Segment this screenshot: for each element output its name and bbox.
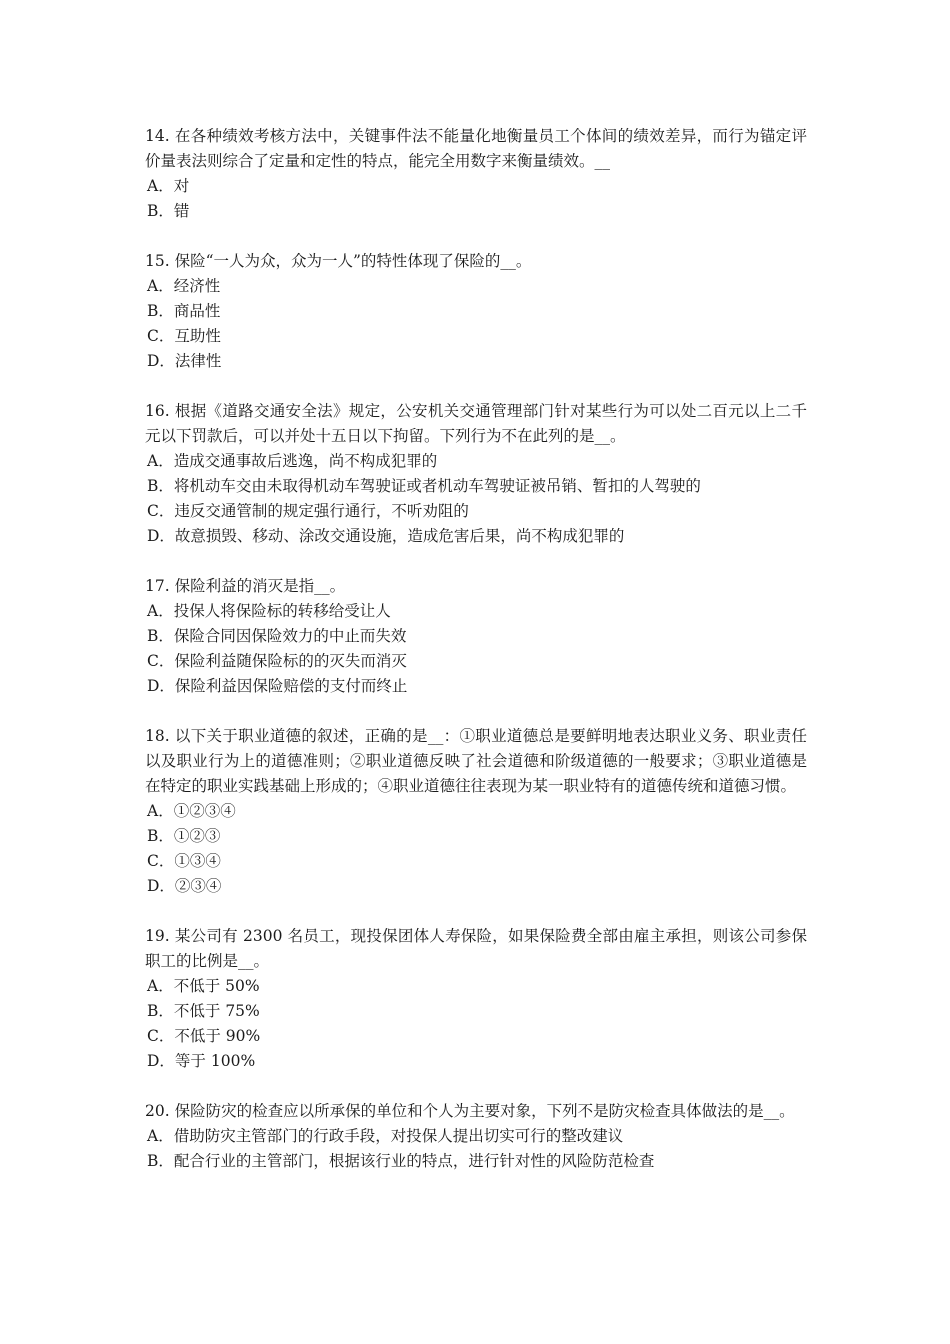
- option-b: B．保险合同因保险效力的中止而失效: [147, 627, 407, 645]
- option-c: C．违反交通管制的规定强行通行，不听劝阻的: [147, 502, 469, 520]
- option-b: B．商品性: [147, 302, 221, 320]
- option-a: A．投保人将保险标的转移给受让人: [147, 602, 391, 620]
- question-stem: 19. 某公司有 2300 名员工，现投保团体人寿保险，如果保险费全部由雇主承担，则该公司参保职工的比例是__。: [145, 927, 807, 970]
- option-a: A．造成交通事故后逃逸，尚不构成犯罪的: [147, 452, 438, 470]
- option-d: D．保险利益因保险赔偿的支付而终止: [147, 677, 408, 695]
- option-c: C．互助性: [147, 327, 221, 345]
- option-a: A．借助防灾主管部门的行政手段，对投保人提出切实可行的整改建议: [147, 1127, 624, 1145]
- question-19: [145, 924, 807, 1074]
- option-a: A．①②③④: [147, 802, 236, 820]
- question-stem: 18. 以下关于职业道德的叙述，正确的是__：①职业道德总是要鲜明地表达职业义务、职业责任以及职业行为上的道德准则；②职业道德反映了社会道德和阶级道德的一般要求；③职业道德是在特定的职业实践基础上形成的；④职业道德往往表现为某一职业特有的道德传统和道德习惯。: [145, 727, 807, 795]
- document-page: [145, 124, 807, 1199]
- option-c: C．保险利益随保险标的的灭失而消灭: [147, 652, 407, 670]
- option-b: B．不低于 75%: [147, 1002, 260, 1020]
- option-c: C．①③④: [147, 852, 221, 870]
- option-d: D．等于 100%: [147, 1052, 256, 1070]
- question-18: [145, 724, 807, 899]
- option-d: D．②③④: [147, 877, 222, 895]
- question-stem: 16. 根据《道路交通安全法》规定，公安机关交通管理部门针对某些行为可以处二百元以上二千元以下罚款后，可以并处十五日以下拘留。下列行为不在此列的是__。: [145, 402, 807, 445]
- question-17: [145, 574, 807, 699]
- question-16: [145, 399, 807, 549]
- option-a: A．对: [147, 177, 190, 195]
- question-stem: 20. 保险防灾的检查应以所承保的单位和个人为主要对象，下列不是防灾检查具体做法的是__。: [145, 1102, 795, 1120]
- option-d: D．故意损毁、移动、涂改交通设施，造成危害后果，尚不构成犯罪的: [147, 527, 625, 545]
- question-14: [145, 124, 807, 224]
- option-a: A．经济性: [147, 277, 221, 295]
- question-stem: 14. 在各种绩效考核方法中，关键事件法不能量化地衡量员工个体间的绩效差异，而行为锚定评价量表法则综合了定量和定性的特点，能完全用数字来衡量绩效。__: [145, 127, 807, 170]
- option-b: B．将机动车交由未取得机动车驾驶证或者机动车驾驶证被吊销、暂扣的人驾驶的: [147, 477, 701, 495]
- option-a: A．不低于 50%: [147, 977, 260, 995]
- question-15: [145, 249, 807, 374]
- option-c: C．不低于 90%: [147, 1027, 261, 1045]
- option-b: B．①②③: [147, 827, 221, 845]
- question-20: [145, 1099, 807, 1174]
- option-b: B．错: [147, 202, 190, 220]
- question-stem: 17. 保险利益的消灭是指__。: [145, 577, 346, 595]
- question-stem: 15. 保险“一人为众，众为一人”的特性体现了保险的__。: [145, 252, 532, 270]
- option-b: B．配合行业的主管部门，根据该行业的特点，进行针对性的风险防范检查: [147, 1152, 655, 1170]
- option-d: D．法律性: [147, 352, 222, 370]
